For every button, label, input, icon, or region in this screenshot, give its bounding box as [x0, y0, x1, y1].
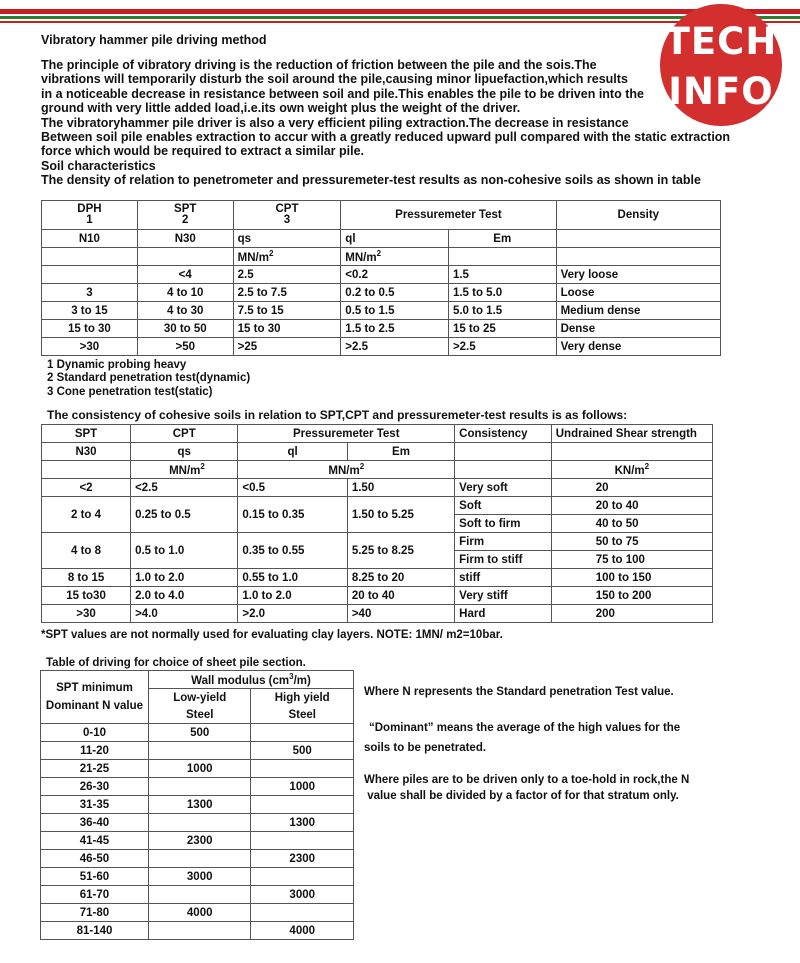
t1-cell: 3	[42, 284, 138, 302]
t1-cell	[42, 248, 138, 266]
side-note-3-line2: value shall be divided by a factor of for that stratum only.	[364, 790, 679, 802]
t1-cell: <0.2	[341, 266, 449, 284]
t2-shear: 100 to 150	[551, 569, 712, 587]
table-row	[41, 778, 354, 796]
t1-cell: >2.5	[448, 338, 556, 356]
t2-header-consistency: Consistency	[455, 425, 552, 443]
table-row	[42, 266, 721, 284]
t1-cell: 5.0 to 1.5	[448, 302, 556, 320]
table-row	[41, 724, 354, 742]
t1-cell	[556, 230, 720, 248]
t2-unit-cpt: $MN/m^2$	[131, 461, 238, 479]
t3-cell: 2300	[148, 832, 250, 850]
t1-cell	[448, 248, 556, 266]
t2-cell: <2.5	[131, 479, 238, 497]
t1-cell	[42, 266, 138, 284]
t2-cell: 2 to 4	[42, 497, 131, 533]
table-row	[42, 302, 721, 320]
t2-cell: >40	[347, 605, 454, 623]
t3-cell	[148, 742, 250, 760]
t3-cell	[148, 850, 250, 868]
t1-cell: <4	[137, 266, 233, 284]
t2-cell	[551, 443, 712, 461]
t2-consistency: Firm	[455, 533, 552, 551]
t1-unit-ql: $MN/m^2$	[341, 248, 449, 266]
t2-shear: 50 to 75	[551, 533, 712, 551]
t1-header-pressuremeter: Pressuremeter Test	[341, 201, 556, 230]
t3-cell	[148, 922, 250, 940]
table2-caption: The consistency of cohesive soils in relation to SPT,CPT and pressuremeter-test results is as follows:	[47, 408, 628, 422]
t1-cell: ql	[341, 230, 449, 248]
t1-cell: 15 to 30	[233, 320, 341, 338]
t2-cell: <2	[42, 479, 131, 497]
table-row	[42, 338, 721, 356]
table-row	[41, 832, 354, 850]
t2-consistency: Hard	[455, 605, 552, 623]
intro-line: The density of relation to penetrometer and pressuremeter-test results as non-cohesive soils as shown in table	[41, 173, 701, 188]
t3-cell	[251, 868, 354, 886]
t3-header-wall: Wall modulus $(cm^3/m)$	[148, 671, 353, 689]
t3-cell: 21-25	[41, 760, 149, 778]
t2-cell: 0.35 to 0.55	[238, 533, 347, 569]
t1-cell: Em	[448, 230, 556, 248]
side-note-2-line1: “Dominant” means the average of the high values for the	[369, 722, 681, 734]
t3-cell: 500	[148, 724, 250, 742]
table-row	[42, 284, 721, 302]
t2-header-shear: Undrained Shear strength	[551, 425, 712, 443]
t3-cell: 31-35	[41, 796, 149, 814]
t1-cell: 30 to 50	[137, 320, 233, 338]
t2-cell	[455, 461, 552, 479]
t3-cell: 61-70	[41, 886, 149, 904]
t2-shear: 75 to 100	[551, 551, 712, 569]
table-row	[41, 760, 354, 778]
header-stripe-red	[0, 9, 800, 14]
intro-line: force which would be required to extract a similar pile.	[41, 144, 364, 159]
t3-cell: 1000	[251, 778, 354, 796]
t2-cell: N30	[42, 443, 131, 461]
table-row	[42, 569, 713, 587]
t1-cell: 15 to 30	[42, 320, 138, 338]
t2-header-pressuremeter: Pressuremeter Test	[238, 425, 455, 443]
t1-header-spt: SPT 2	[137, 201, 233, 230]
badge-line-1: TECH	[664, 20, 778, 63]
t2-cell	[455, 443, 552, 461]
t1-cell: >2.5	[341, 338, 449, 356]
table2-note: *SPT values are not normally used for evaluating clay layers. NOTE: 1MN/ m2=10bar.	[41, 629, 503, 641]
t2-cell: ql	[238, 443, 347, 461]
t2-cell	[42, 461, 131, 479]
table-row	[41, 868, 354, 886]
page-title: Vibratory hammer pile driving method	[41, 33, 267, 47]
t1-cell: Very dense	[556, 338, 720, 356]
t3-cell	[251, 832, 354, 850]
t1-cell: >25	[233, 338, 341, 356]
t2-cell: 5.25 to 8.25	[347, 533, 454, 569]
t1-cell: 15 to 25	[448, 320, 556, 338]
side-note-2-line2: soils to be penetrated.	[364, 742, 487, 754]
t3-cell: 71-80	[41, 904, 149, 922]
t3-cell	[148, 778, 250, 796]
t2-cell: >30	[42, 605, 131, 623]
t1-cell: 0.2 to 0.5	[341, 284, 449, 302]
t1-cell: 4 to 30	[137, 302, 233, 320]
t2-cell: 0.5 to 1.0	[131, 533, 238, 569]
t2-shear: 20	[551, 479, 712, 497]
t1-cell: 1.5 to 2.5	[341, 320, 449, 338]
t2-cell: 0.55 to 1.0	[238, 569, 347, 587]
t3-cell: 2300	[251, 850, 354, 868]
t3-cell: 41-45	[41, 832, 149, 850]
t2-cell: <0.5	[238, 479, 347, 497]
t3-cell: 11-20	[41, 742, 149, 760]
intro-line: The principle of vibratory driving is the reduction of friction between the pile and the sois.The	[41, 58, 597, 72]
t3-cell: 1300	[148, 796, 250, 814]
t1-cell: qs	[233, 230, 341, 248]
t2-cell: 20 to 40	[347, 587, 454, 605]
table-row	[41, 850, 354, 868]
table-row	[41, 742, 354, 760]
t3-header-high-steel: Steel	[251, 706, 354, 724]
t2-shear: 40 to 50	[551, 515, 712, 533]
t3-cell	[148, 886, 250, 904]
intro-text	[41, 58, 731, 188]
t2-cell: 4 to 8	[42, 533, 131, 569]
t1-cell: N10	[42, 230, 138, 248]
cohesive-table	[41, 424, 713, 623]
t3-cell	[251, 796, 354, 814]
t2-cell: 8 to 15	[42, 569, 131, 587]
table-row	[41, 922, 354, 940]
t2-cell: 1.0 to 2.0	[131, 569, 238, 587]
t3-cell: 1300	[251, 814, 354, 832]
t2-unit-press: $MN/m^2$	[238, 461, 455, 479]
t2-shear: 20 to 40	[551, 497, 712, 515]
t2-cell: Em	[347, 443, 454, 461]
t2-cell: >4.0	[131, 605, 238, 623]
t2-header-cpt: CPT	[131, 425, 238, 443]
t1-cell: 1.5 to 5.0	[448, 284, 556, 302]
t2-cell: 1.50	[347, 479, 454, 497]
t3-cell: 1000	[148, 760, 250, 778]
table-row	[41, 886, 354, 904]
t2-cell: qs	[131, 443, 238, 461]
intro-line: in a noticeable decrease in resistance between soil and pile.This enables the pile to be driven into the	[41, 86, 644, 101]
table-row	[42, 320, 721, 338]
badge-line-2: INFO	[668, 70, 774, 113]
t3-cell: 81-140	[41, 922, 149, 940]
t2-cell: 0.25 to 0.5	[131, 497, 238, 533]
t3-header-low-steel: Steel	[148, 706, 250, 724]
t3-cell: 51-60	[41, 868, 149, 886]
table-row	[42, 605, 713, 623]
t2-cell: 1.50 to 5.25	[347, 497, 454, 533]
t3-cell: 0-10	[41, 724, 149, 742]
t3-header-high: High yield	[251, 689, 354, 707]
table-row	[42, 587, 713, 605]
t1-cell: >30	[42, 338, 138, 356]
side-note-2	[364, 720, 680, 756]
table-row	[41, 904, 354, 922]
t1-cell: 4 to 10	[137, 284, 233, 302]
footnote: 1 Dynamic probing heavy	[47, 359, 187, 371]
t1-cell	[137, 248, 233, 266]
t3-cell: 3000	[148, 868, 250, 886]
intro-line: vibrations will temporarily disturb the soil around the pile,causing minor lipuefaction,which results	[41, 72, 628, 87]
intro-line: Between soil pile enables extraction to accur with a greatly reduced upward pull compared with the static extraction	[41, 130, 731, 145]
side-note-1: Where N represents the Standard penetration Test value.	[364, 686, 674, 698]
t2-shear: 150 to 200	[551, 587, 712, 605]
t2-cell: 8.25 to 20	[347, 569, 454, 587]
t1-cell: >50	[137, 338, 233, 356]
t2-cell: 0.15 to 0.35	[238, 497, 347, 533]
t1-cell: Dense	[556, 320, 720, 338]
t3-cell	[251, 724, 354, 742]
t2-consistency: Firm to stiff	[455, 551, 552, 569]
t3-cell: 46-50	[41, 850, 149, 868]
t2-consistency: Soft to firm	[455, 515, 552, 533]
t3-header-spt: SPT minimum Dominant N value	[41, 671, 149, 724]
t1-cell: Medium dense	[556, 302, 720, 320]
t1-cell: Loose	[556, 284, 720, 302]
t3-cell: 500	[251, 742, 354, 760]
footnote: 3 Cone penetration test(static)	[47, 385, 213, 398]
t2-consistency: stiff	[455, 569, 552, 587]
t1-header-dph: DPH 1	[42, 201, 138, 230]
t3-cell: 26-30	[41, 778, 149, 796]
table-row	[42, 533, 713, 551]
t1-cell: 2.5 to 7.5	[233, 284, 341, 302]
t3-cell	[251, 904, 354, 922]
t1-cell: Very loose	[556, 266, 720, 284]
t1-cell	[556, 248, 720, 266]
t3-header-low: Low-yield	[148, 689, 250, 707]
intro-line: The vibratoryhammer pile driver is also a very efficient piling extraction.The decrease in resistance	[41, 115, 629, 130]
t1-cell: 0.5 to 1.5	[341, 302, 449, 320]
t2-cell: 15 to30	[42, 587, 131, 605]
t3-cell: 36-40	[41, 814, 149, 832]
side-note-3-line1: Where piles are to be driven only to a toe-hold in rock,the N	[364, 774, 690, 786]
footnote: 2 Standard penetration test(dynamic)	[47, 372, 251, 385]
table3-caption: Table of driving for choice of sheet pile section.	[46, 657, 306, 669]
t2-consistency: Soft	[455, 497, 552, 515]
table-row	[42, 497, 713, 515]
t3-cell	[251, 760, 354, 778]
side-note-3	[364, 772, 689, 804]
table-row	[41, 796, 354, 814]
t3-cell: 4000	[148, 904, 250, 922]
t1-cell: 1.5	[448, 266, 556, 284]
sheet-pile-table	[40, 670, 354, 940]
intro-line: ground with very little added load,i.e.its own weight plus the weight of the driver.	[41, 101, 521, 116]
t1-cell: 3 to 15	[42, 302, 138, 320]
t2-cell: >2.0	[238, 605, 347, 623]
table-row	[41, 814, 354, 832]
t2-unit-shear: $KN/m^2$	[551, 461, 712, 479]
t2-header-spt: SPT	[42, 425, 131, 443]
t2-cell: 2.0 to 4.0	[131, 587, 238, 605]
non-cohesive-table	[41, 200, 721, 356]
t1-cell: 7.5 to 15	[233, 302, 341, 320]
t1-cell: 2.5	[233, 266, 341, 284]
t3-cell	[148, 814, 250, 832]
t1-header-density: Density	[556, 201, 720, 230]
t2-consistency: Very stiff	[455, 587, 552, 605]
t3-cell: 3000	[251, 886, 354, 904]
table1-footnotes	[47, 359, 250, 399]
t3-cell: 4000	[251, 922, 354, 940]
t1-header-cpt: CPT 3	[233, 201, 341, 230]
table-row	[42, 479, 713, 497]
intro-line: Soil characteristics	[41, 158, 156, 173]
t2-shear: 200	[551, 605, 712, 623]
t1-cell: N30	[137, 230, 233, 248]
t1-unit-cpt: $MN/m^2$	[233, 248, 341, 266]
t2-consistency: Very soft	[455, 479, 552, 497]
t2-cell: 1.0 to 2.0	[238, 587, 347, 605]
